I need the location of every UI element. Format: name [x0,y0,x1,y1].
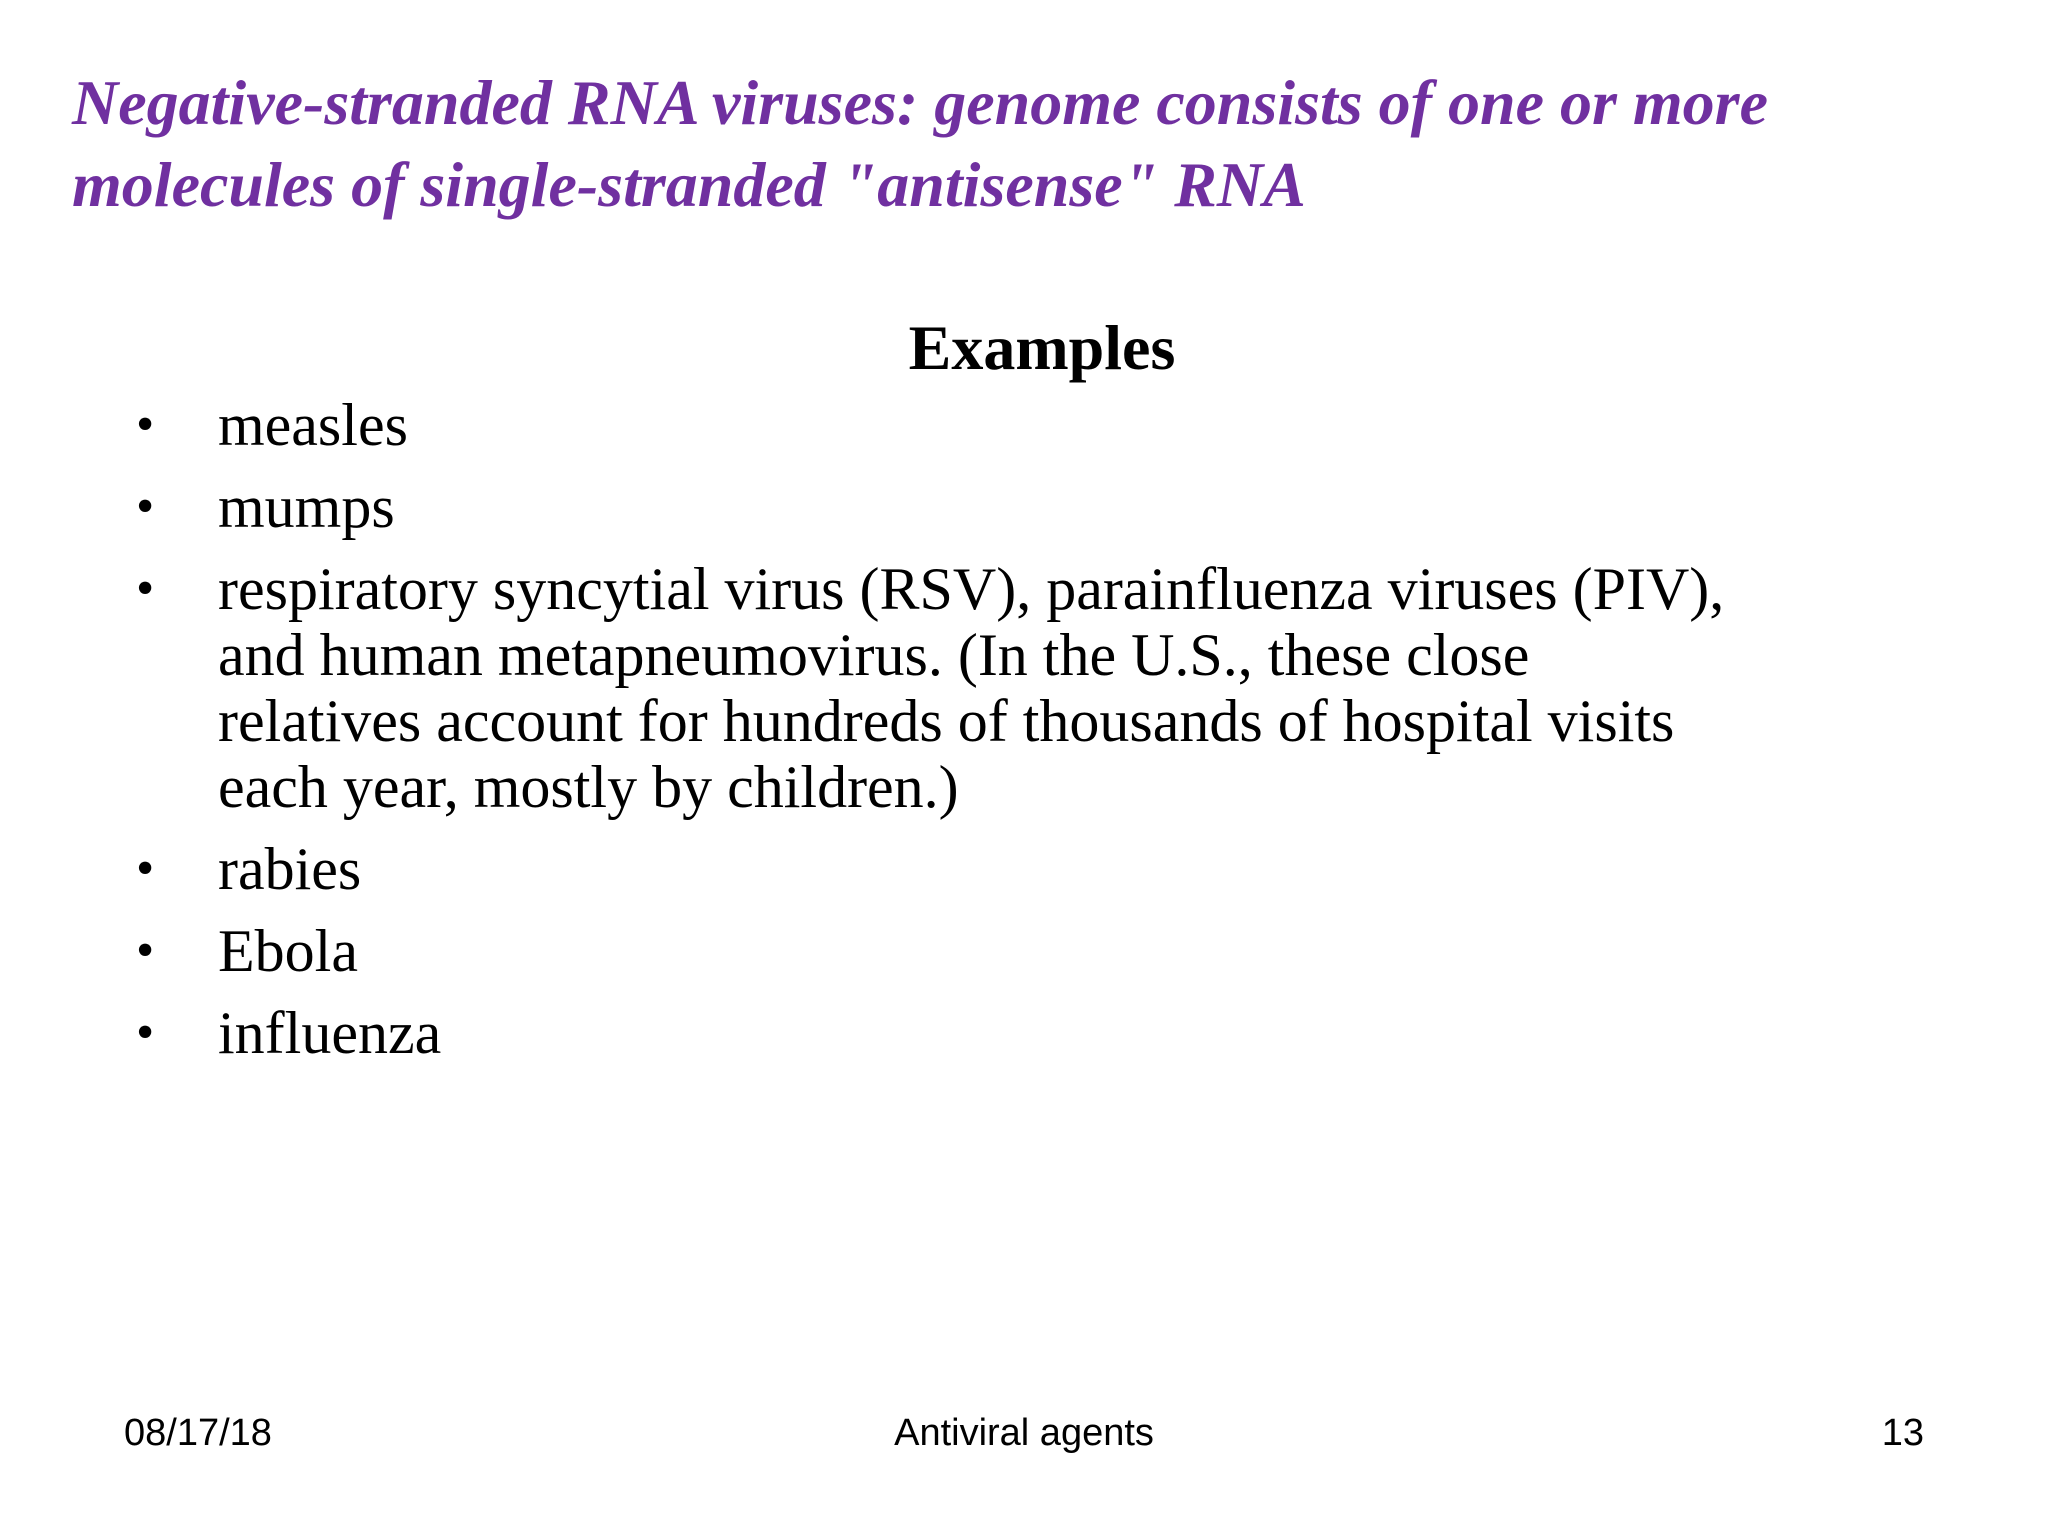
list-item-line: Ebola [218,918,358,984]
list-item-line: measles [218,392,408,458]
bullet-icon: • [136,396,155,453]
footer-date: 08/17/18 [124,1412,272,1454]
list-item-text [218,918,2016,984]
list-item [136,918,2016,984]
bullet-icon: • [136,1004,155,1061]
list-item-line: and human metapneumovirus. (In the U.S., these close [218,622,1530,688]
list-item [136,556,2016,820]
list-item-line: influenza [218,1000,442,1066]
bullet-icon: • [136,922,155,979]
slide-title [72,62,1972,226]
list-item-text [218,836,2016,902]
bullet-icon: • [136,560,155,617]
footer-title: Antiviral agents [894,1412,1154,1454]
list-item-text [218,1000,2016,1066]
bullet-icon: • [136,840,155,897]
list-item-text [218,556,2016,820]
list-item-line: mumps [218,474,395,540]
bullet-icon: • [136,478,155,535]
page-number: 13 [1881,1412,1924,1454]
list-item [136,392,2016,458]
list-item-line: respiratory syncytial virus (RSV), parainfluenza viruses (PIV), [218,556,1725,622]
list-item-text [218,392,2016,458]
list-item-text [218,474,2016,540]
slide-title-line: Negative-stranded RNA viruses: genome consists of one or more [72,67,1768,138]
list-item-line: each year, mostly by children.) [218,754,959,820]
section-heading: Examples [908,312,1176,383]
list-item [136,474,2016,540]
bullet-list [136,392,2016,1082]
list-item [136,836,2016,902]
list-item-line: rabies [218,836,362,902]
list-item-line: relatives account for hundreds of thousands of hospital visits [218,688,1675,754]
slide-title-line: molecules of single-stranded "antisense" RNA [72,149,1306,220]
list-item [136,1000,2016,1066]
